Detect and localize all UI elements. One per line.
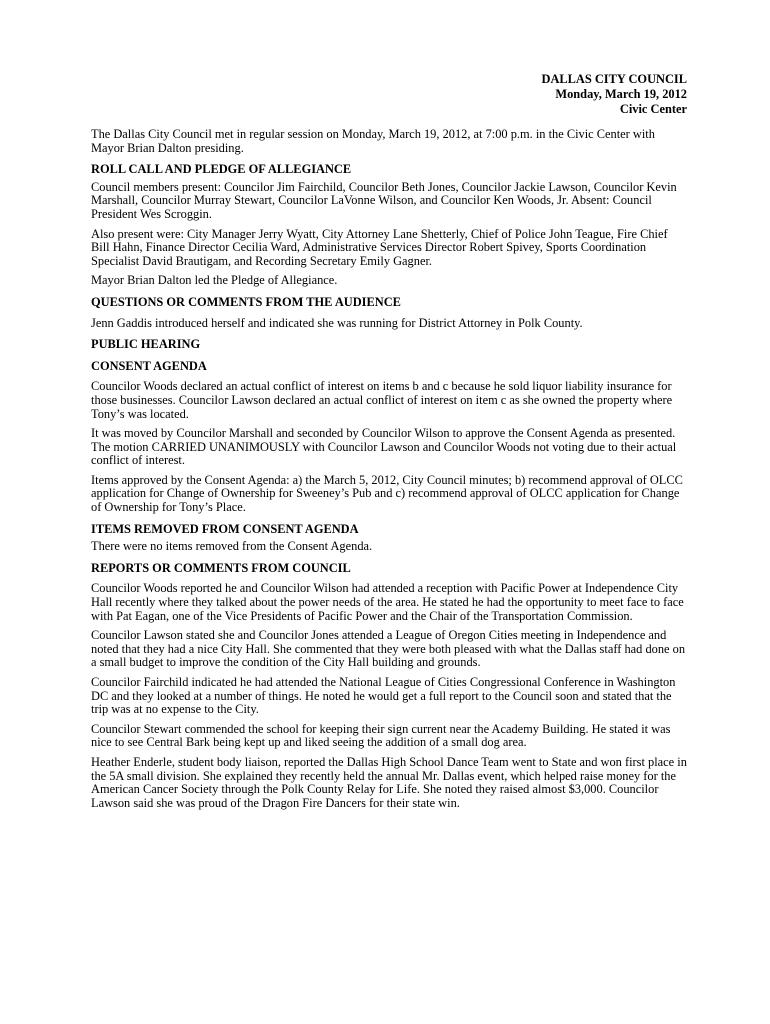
header-date: Monday, March 19, 2012 — [555, 87, 687, 101]
header-location: Civic Center — [619, 102, 687, 116]
roll-call-heading: ROLL CALL AND PLEDGE OF ALLEGIANCE — [91, 162, 352, 177]
public-hearing-heading: PUBLIC HEARING — [91, 337, 201, 352]
consent-agenda-heading: CONSENT AGENDA — [91, 358, 207, 373]
consent-conflict-paragraph: Councilor Woods declared an actual conflict of interest on items b and c because he sold liquor liability insurance for those businesses. Councilor Lawson declared an actual conflict of interest on item c as she owned the property where Tony’s was located. — [91, 379, 673, 421]
report-stewart-paragraph: Councilor Stewart commended the school for keeping their sign current near the Academy Building. He stated it was nice to see Central Bark being kept up and liked seeing the addition of a small dog area. — [91, 721, 671, 750]
document-header — [91, 72, 687, 117]
consent-items-paragraph: Items approved by the Consent Agenda: a) the March 5, 2012, City Council minutes; b) recommend approval of OLCC application for Change of Ownership for Sweeney’s Pub and c) recommend approval of OLCC application for Change of Ownership for Tony’s Place. — [91, 472, 683, 515]
items-removed-paragraph: There were no items removed from the Consent Agenda. — [91, 539, 373, 554]
report-lawson-paragraph: Councilor Lawson stated she and Councilor Jones attended a League of Oregon Cities meeting in Independence and noted that they had a nice City Hall. She commented that they were both pleased with what the Dallas staff had done on a small budget to improve the condition of the City Hall building and grounds. — [91, 628, 686, 670]
audience-paragraph: Jenn Gaddis introduced herself and indicated she was running for District Attorney in Polk County. — [91, 315, 583, 330]
pledge-paragraph: Mayor Brian Dalton led the Pledge of Allegiance. — [91, 273, 338, 288]
report-woods-paragraph: Councilor Woods reported he and Councilor Wilson had attended a reception with Pacific Power at Independence City Hall recently where they talked about the power needs of the area. He stated he had the opportunity to meet face to face with Pat Eagan, one of the Vice Presidents of Pacific Power and the Chair of the Transportation Commission. — [91, 581, 684, 623]
minutes-page — [91, 72, 687, 816]
intro-paragraph: The Dallas City Council met in regular session on Monday, March 19, 2012, at 7:00 p.m. in the Civic Center with Mayor Brian Dalton presiding. — [91, 127, 655, 155]
council-reports-heading: REPORTS OR COMMENTS FROM COUNCIL — [91, 560, 351, 575]
roll-call-members-paragraph: Council members present: Councilor Jim Fairchild, Councilor Beth Jones, Councilor Jackie Lawson, Councilor Kevin Marshall, Councilor Murray Stewart, Councilor LaVonne Wilson, and Councilor Ken Woods, Jr. Absent: Council President Wes Scroggin. — [91, 179, 677, 221]
header-council-name: DALLAS CITY COUNCIL — [541, 72, 687, 86]
items-removed-heading: ITEMS REMOVED FROM CONSENT AGENDA — [91, 521, 359, 536]
audience-heading: QUESTIONS OR COMMENTS FROM THE AUDIENCE — [91, 294, 401, 309]
consent-motion-paragraph: It was moved by Councilor Marshall and seconded by Councilor Wilson to approve the Consent Agenda as presented. The motion CARRIED UNANIMOUSLY with Councilor Lawson and Councilor Woods not voting due to their actual conflict of interest. — [91, 426, 677, 468]
report-enderle-paragraph: Heather Enderle, student body liaison, reported the Dallas High School Dance Team went to State and won first place in the 5A small division. She explained they recently held the annual Mr. Dallas event, which helped raise money for the American Cancer Society through the Polk County Relay for Life. She noted they raised almost $3,000. Councilor Lawson said she was proud of the Dragon Fire Dancers for their state win. — [91, 754, 687, 810]
roll-call-staff-paragraph: Also present were: City Manager Jerry Wyatt, City Attorney Lane Shetterly, Chief of Police John Teague, Fire Chief Bill Hahn, Finance Director Cecilia Ward, Administrative Services Director Robert Spivey, Sports Coordination Specialist David Brautigam, and Recording Secretary Emily Gagner. — [91, 226, 668, 268]
report-fairchild-paragraph: Councilor Fairchild indicated he had attended the National League of Cities Congressional Conference in Washington DC and they looked at a number of things. He noted he would get a full report to the Council soon and stated that the trip was at no expense to the City. — [91, 675, 676, 717]
